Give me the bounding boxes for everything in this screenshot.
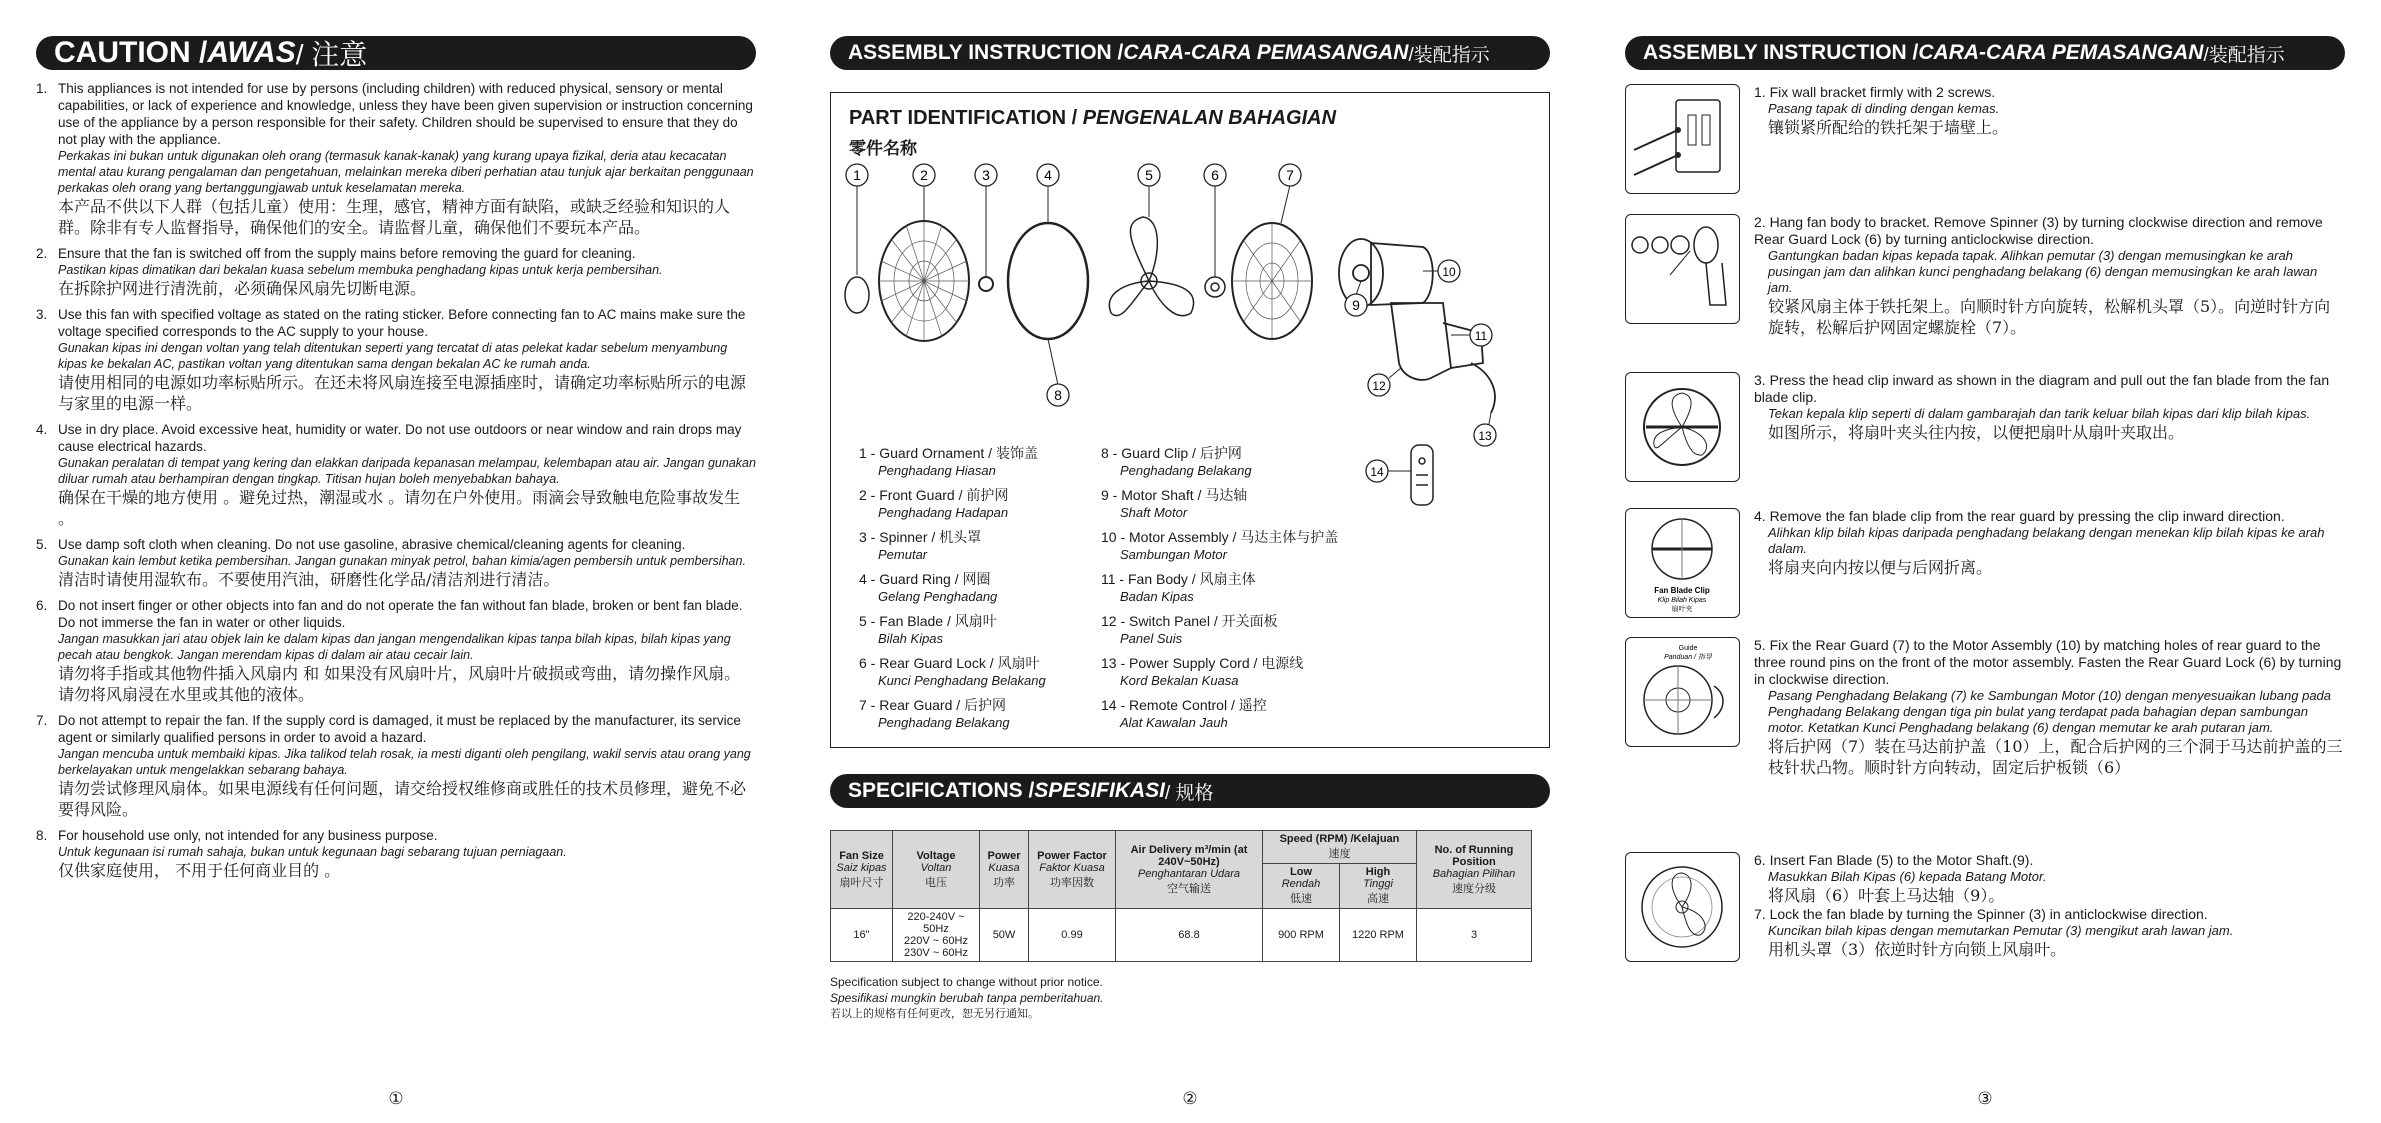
item-text-ms: Gunakan kain lembut ketika pembersihan. Jangan gunakan minyak petrol, bahan kimia/agen pembersih untuk pembersihan. bbox=[58, 554, 746, 568]
callout-number: 9 bbox=[1352, 297, 1360, 313]
svg-text:Fan Blade Clip: Fan Blade Clip bbox=[1654, 586, 1710, 595]
specifications-header: SPECIFICATIONS / SPESIFIKASI / 规格 bbox=[830, 774, 1550, 808]
wall-bracket-illustration bbox=[1625, 84, 1740, 194]
item-text-zh: 请勿将手指或其他物件插入风扇内 和 如果没有风扇叶片，风扇叶片破损或弯曲，请勿操作风扇。请勿将风扇浸在水里或其他的液体。 bbox=[58, 664, 741, 704]
step-1: 1. Fix wall bracket firmly with 2 screws. Pasang tapak di dinding dengan kemas. 镶锁紧所配给的铁托架于墙壁上。 bbox=[1625, 84, 2345, 194]
rear-guard-lock-drawing bbox=[1205, 277, 1225, 297]
fan-blade-drawing bbox=[1109, 217, 1193, 316]
assembly-header: ASSEMBLY INSTRUCTION / CARA-CARA PEMASANGAN /装配指示 bbox=[830, 36, 1550, 70]
caution-item bbox=[36, 597, 756, 705]
caution-item bbox=[36, 712, 756, 820]
item-number: 6. bbox=[36, 598, 48, 613]
specifications-table bbox=[830, 830, 1532, 962]
caution-item bbox=[36, 245, 756, 299]
item-text-zh: 本产品不供以下人群（包括儿童）使用：生理，感官，精神方面有缺陷，或缺乏经验和知识的人群。除非有专人监督指导，确保他们的安全。请监督儿童，确保他们不要玩本产品。 bbox=[58, 197, 731, 237]
caution-panel bbox=[36, 0, 756, 1123]
step-3: 3. Press the head clip inward as shown in the diagram and pull out the fan blade from the fan blade clip. Tekan kepala klip seperti di dalam gambarajah dan tarik keluar bilah kipas dari klip bilah kipas. 如图所示，将扇叶夹头往内按，以便把扇叶从扇叶夹取出。 bbox=[1625, 372, 2345, 482]
item-text-en: For household use only, not intended for any business purpose. bbox=[58, 828, 438, 843]
parts-list-left bbox=[859, 445, 1046, 739]
part-list-item: 7 - Rear Guard / 后护网 Penghadang Belakang bbox=[859, 697, 1010, 730]
part-list-item: 14 - Remote Control / 遥控 Alat Kawalan Jauh bbox=[1101, 697, 1267, 730]
col-power-factor: Power Factor Faktor Kuasa 功率因数 bbox=[1029, 831, 1116, 909]
insert-fan-blade-illustration bbox=[1625, 852, 1740, 962]
part-list-item: 1 - Guard Ornament / 装饰盖 Penghadang Hiasan bbox=[859, 445, 1038, 478]
part-list-item: 2 - Front Guard / 前护网 Penghadang Hadapan bbox=[859, 487, 1009, 520]
item-text-zh: 请使用相同的电源如功率标贴所示。在还未将风扇连接至电源插座时，请确定功率标贴所示的电源与家里的电源一样。 bbox=[58, 373, 747, 413]
part-identification-title-zh: 零件名称 bbox=[849, 139, 917, 159]
svg-text:扇叶夹: 扇叶夹 bbox=[1671, 605, 1693, 613]
rear-guard-fix-illustration bbox=[1625, 637, 1740, 747]
item-number: 1. bbox=[36, 81, 48, 96]
fan-blade-clip-illustration bbox=[1625, 508, 1740, 618]
item-text-ms: Gunakan peralatan di tempat yang kering dan elakkan daripada kepanasan melampau, kelembapan atau air. Jangan gunakan diluar rumah atau berhampiran dengan tingkap. Titisan hujan boleh menyebabkan bahaya. bbox=[58, 456, 756, 486]
item-text-en: Use in dry place. Avoid excessive heat, humidity or water. Do not use outdoors or near window and rain drops may cause electrical hazards. bbox=[58, 422, 742, 454]
item-text-zh: 仅供家庭使用， 不用于任何商业目的 。 bbox=[58, 861, 341, 880]
part-list-item: 6 - Rear Guard Lock / 风扇叶 Kunci Penghadang Belakang bbox=[859, 655, 1046, 688]
part-list-item: 5 - Fan Blade / 风扇叶 Bilah Kipas bbox=[859, 613, 997, 646]
caution-item bbox=[36, 80, 756, 238]
parts-panel bbox=[830, 0, 1550, 1123]
assembly-header: ASSEMBLY INSTRUCTION / CARA-CARA PEMASANGAN /装配指示 bbox=[1625, 36, 2345, 70]
table-row: 16" 220-240V ~ 50Hz 220V ~ 60Hz 230V ~ 60Hz 50W 0.99 68.8 900 RPM 1220 RPM 3 bbox=[831, 909, 1532, 962]
callout-number: 4 bbox=[1044, 167, 1052, 183]
part-identification-box bbox=[830, 92, 1550, 748]
parts-list-right bbox=[1101, 445, 1338, 739]
item-text-zh: 确保在干燥的地方使用 。避免过热，潮湿或水 。请勿在户外使用。雨滴会导致触电危险事故发生 。 bbox=[58, 488, 741, 528]
col-running-position: No. of Running Position Bahagian Pilihan 速度分级 bbox=[1417, 831, 1532, 909]
item-number: 4. bbox=[36, 422, 48, 437]
front-guard-drawing bbox=[879, 221, 969, 341]
caution-item bbox=[36, 306, 756, 414]
item-text-ms: Pastikan kipas dimatikan dari bekalan kuasa sebelum membuka penghadang kipas untuk kerja pembersihan. bbox=[58, 263, 663, 277]
part-identification-title: PART IDENTIFICATION / PENGENALAN BAHAGIAN bbox=[849, 107, 1337, 129]
spinner-drawing bbox=[979, 277, 993, 291]
callout-number: 14 bbox=[1370, 465, 1384, 479]
svg-text:Guide: Guide bbox=[1678, 645, 1698, 652]
col-speed: Speed (RPM) /Kelajuan 速度 bbox=[1263, 831, 1417, 864]
step-4: Fan Blade Clip Klip Bilah Kipas 扇叶夹 4. Remove the fan blade clip from the rear guard by pressing the clip inward direction. Alihkan klip bilah kipas daripada penghadang belakang dengan menekan klip bilah kipas ke arah dalam. 将扇夹向内按以便与后网折离。 bbox=[1625, 508, 2345, 618]
item-number: 2. bbox=[36, 246, 48, 261]
callout-number: 1 bbox=[853, 167, 861, 183]
item-text-en: Use damp soft cloth when cleaning. Do not use gasoline, abrasive chemical/cleaning agents for cleaning. bbox=[58, 537, 686, 552]
assembly-panel bbox=[1625, 0, 2345, 1123]
callout-number: 7 bbox=[1286, 167, 1294, 183]
part-list-item: 8 - Guard Clip / 后护网 Penghadang Belakang bbox=[1101, 445, 1252, 478]
callout-number: 6 bbox=[1211, 167, 1219, 183]
caution-item bbox=[36, 536, 756, 590]
guard-ornament-drawing bbox=[845, 277, 869, 313]
item-number: 3. bbox=[36, 307, 48, 322]
callout-number: 5 bbox=[1145, 167, 1153, 183]
item-text-zh: 请勿尝试修理风扇体。如果电源线有任何问题，请交给授权维修商或胜任的技术员修理，避免不必要得风险。 bbox=[58, 779, 747, 819]
guard-ring-drawing bbox=[1008, 223, 1088, 339]
item-number: 8. bbox=[36, 828, 48, 843]
col-speed-high: High Tinggi 高速 bbox=[1340, 864, 1417, 909]
caution-header: CAUTION / AWAS / 注意 bbox=[36, 36, 756, 70]
page-number: ① bbox=[388, 1089, 404, 1108]
item-text-en: Do not attempt to repair the fan. If the supply cord is damaged, it must be replaced by the manufacturer, its service agent or similarly qualified persons in order to avoid a hazard. bbox=[58, 713, 741, 745]
step-6-7: 6. Insert Fan Blade (5) to the Motor Shaft.(9). Masukkan Bilah Kipas (6) kepada Batang Motor. 将风扇（6）叶套上马达轴（9）。 7. Lock the fan blade by turning the Spinner (3) in anticlockwise direction. Kuncikan bilah kipas dengan memutarkan Pemutar (3) mengikut arah lawan jam. 用机头罩（3）依逆时针方向锁上风扇叶。 bbox=[1625, 852, 2345, 962]
col-air-delivery: Air Delivery m³/min (at 240V~50Hz) Penghantaran Udara 空气输送 bbox=[1116, 831, 1263, 909]
callout-number: 2 bbox=[920, 167, 928, 183]
col-voltage: Voltage Voltan 电压 bbox=[893, 831, 980, 909]
item-text-zh: 在拆除护网进行清洗前，必须确保风扇先切断电源。 bbox=[58, 279, 427, 298]
part-list-item: 10 - Motor Assembly / 马达主体与护盖 Sambungan Motor bbox=[1101, 529, 1339, 562]
part-list-item: 4 - Guard Ring / 网圈 Gelang Penghadang bbox=[859, 571, 998, 604]
col-speed-low: Low Rendah 低速 bbox=[1263, 864, 1340, 909]
caution-item bbox=[36, 827, 756, 881]
caution-list bbox=[36, 80, 756, 881]
callout-number: 12 bbox=[1372, 379, 1386, 393]
svg-text:Klip Bilah Kipas: Klip Bilah Kipas bbox=[1657, 597, 1707, 604]
part-list-item: 3 - Spinner / 机头罩 Pemutar bbox=[859, 529, 982, 562]
callout-number: 8 bbox=[1054, 387, 1062, 403]
item-text-en: Use this fan with specified voltage as stated on the rating sticker. Before connecting fan to AC mains make sure the voltage specified corresponds to the AC supply to your house. bbox=[58, 307, 746, 339]
item-text-ms: Untuk kegunaan isi rumah sahaja, bukan untuk kegunaan bagi sebarang tujuan perniagaan. bbox=[58, 845, 567, 859]
step-2: 2. Hang fan body to bracket. Remove Spinner (3) by turning clockwise direction and remove Rear Guard Lock (6) by turning anticlockwise direction. Gantungkan badan kipas kepada tapak. Alihkan pemutar (3) dengan memusingkan ke arah pusingan jam dan alihkan kunci penghadang belakang (6) dengan memusingkan ke arah lawan jam. 铰紧风扇主体于铁托架上。向顺时针方向旋转，松解机头罩（5）。向逆时针方向旋转，松解后护网固定螺旋栓（7）。 bbox=[1625, 214, 2345, 338]
item-text-ms: Jangan mencuba untuk membaiki kipas. Jika talikod telah rosak, ia mesti diganti oleh pengilang, wakil servis atau orang yang berkelayakan untuk mengelakkan sebarang bahaya. bbox=[58, 747, 751, 777]
item-number: 5. bbox=[36, 537, 48, 552]
page-number: ③ bbox=[1977, 1089, 1993, 1108]
part-list-item: 11 - Fan Body / 风扇主体 Badan Kipas bbox=[1101, 571, 1256, 604]
callout-number: 10 bbox=[1442, 265, 1456, 279]
hang-fan-body-illustration bbox=[1625, 214, 1740, 324]
item-text-en: Do not insert finger or other objects into fan and do not operate the fan without fan blade, broken or bent fan blade. Do not immerse the fan in water or other liquids. bbox=[58, 598, 743, 630]
page-number: ② bbox=[1182, 1089, 1198, 1108]
callout-number: 11 bbox=[1474, 329, 1488, 343]
step-5: Guide Panduan / 指导 5. Fix the Rear Guard (7) to the Motor Assembly (10) by matching holes of rear guard to the three round pins on the front of the motor assembly. Fasten the Rear Guard Lock (6) by turning in clockwise direction. Pasang Penghadang Belakang (7) ke Sambungan Motor (10) dengan menyesuaikan lubang pada Penghadang Belakang dengan tiga pin bulat yang terdapat pada bahagian depan sambungan motor. Ketatkan Kunci Penghadang belakang (6) dengan memutar ke arah putaran jam. 将后护网（7）装在马达前护盖（10）上，配合后护网的三个洞于马达前护盖的三枝针状凸物。顺时针方向转动，固定后护板锁（6） bbox=[1625, 637, 2345, 778]
callout-number: 3 bbox=[982, 167, 990, 183]
item-text-en: Ensure that the fan is switched off from the supply mains before removing the guard for cleaning. bbox=[58, 246, 636, 261]
part-list-item: 13 - Power Supply Cord / 电源线 Kord Bekalan Kuasa bbox=[1101, 655, 1304, 688]
item-text-ms: Jangan masukkan jari atau objek lain ke dalam kipas dan jangan mengendalikan kipas tanpa bilah kipas, bilah kipas yang pecah atau bengkok. Jangan merendam kipas di dalam air atau cecair lain. bbox=[58, 632, 731, 662]
fan-body-drawing bbox=[1339, 239, 1495, 413]
item-text-en: This appliances is not intended for use by persons (including children) with reduced physical, sensory or mental capabilities, or lack of experience and knowledge, unless they have been given supervision or instruction concerning use of the appliance by a person responsible for their safety. Children should be supervised to ensure that they do not play with the appliance. bbox=[58, 81, 753, 147]
svg-text:Panduan / 指导: Panduan / 指导 bbox=[1664, 654, 1712, 661]
specification-notes: Specification subject to change without prior notice. Spesifikasi mungkin berubah tanpa pemberitahuan. 若以上的规格有任何更改，恕无另行通知。 bbox=[830, 975, 1104, 1020]
item-text-ms: Gunakan kipas ini dengan voltan yang telah ditentukan seperti yang tercatat di atas pelekat kadar sebelum menyambung kipas ke bekalan AC, pastikan voltan yang ditentukan sama dengan bekalan AC ke rumah anda. bbox=[58, 341, 728, 371]
rear-guard-drawing bbox=[1232, 223, 1312, 339]
callout-number: 13 bbox=[1478, 429, 1492, 443]
caution-item bbox=[36, 421, 756, 529]
col-power: Power Kuasa 功率 bbox=[980, 831, 1029, 909]
part-list-item: 12 - Switch Panel / 开关面板 Panel Suis bbox=[1101, 613, 1278, 646]
item-text-ms: Perkakas ini bukan untuk digunakan oleh orang (termasuk kanak-kanak) yang kurang upaya fizikal, deria atau kecacatan mental atau kurang pengalaman dan pengetahuan, melainkan mereka diberi perhatian atau tunjuk ajar berkaitan penggunaan perkakas oleh orang yang bertanggungjawab untuk keselamatan mereka. bbox=[58, 149, 754, 195]
item-text-zh: 清洁时请使用湿软布。不要使用汽油，研磨性化学品/清洁剂进行清洁。 bbox=[58, 570, 560, 589]
press-head-clip-illustration bbox=[1625, 372, 1740, 482]
col-fan-size: Fan Size Saiz kipas 扇叶尺寸 bbox=[831, 831, 893, 909]
remote-control-drawing bbox=[1411, 445, 1433, 505]
part-list-item: 9 - Motor Shaft / 马达轴 Shaft Motor bbox=[1101, 487, 1248, 520]
item-number: 7. bbox=[36, 713, 48, 728]
